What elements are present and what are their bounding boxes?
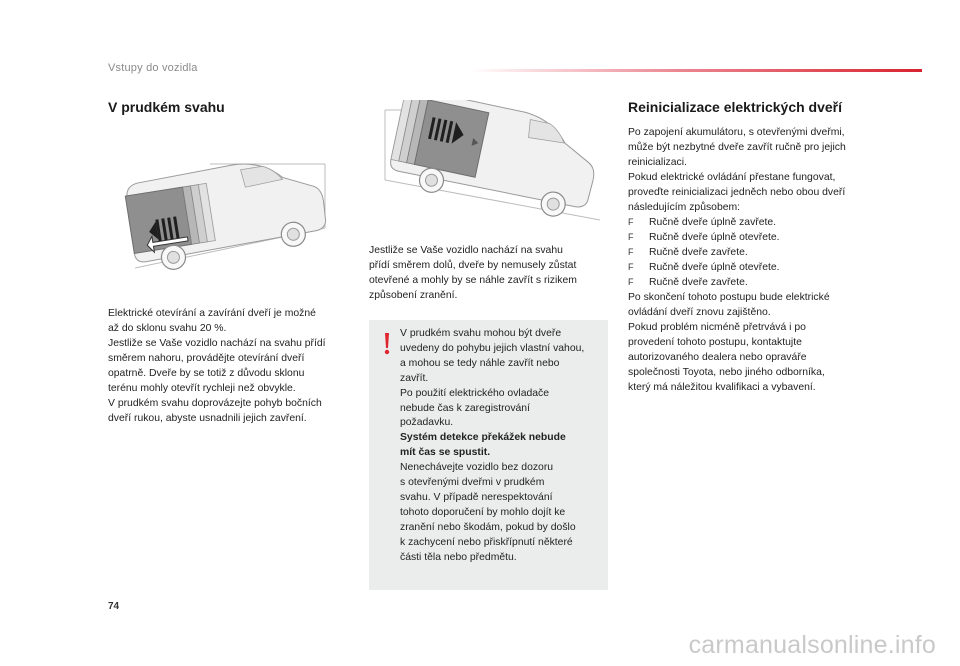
text-line: V prudkém svahu doprovázejte pohyb bočních — [108, 398, 322, 409]
text-line: dveří rukou, abyste usnadnili jejich zavření. — [108, 413, 307, 424]
text-line: provedení tohoto postupu, kontaktujte — [628, 337, 802, 348]
header-accent-line — [470, 69, 922, 72]
warning-line: V prudkém svahu mohou být dveře — [400, 328, 562, 339]
warning-line: k zachycení nebo přiskřípnutí některé — [400, 536, 573, 548]
step-text: Ručně dveře úplně otevřete. — [649, 262, 780, 273]
watermark: carmanualsonline.info — [688, 631, 936, 659]
text-line: přídí směrem dolů, dveře by nemusely zůstat — [369, 260, 577, 271]
list-item — [628, 260, 878, 275]
text-line: Po skončení tohoto postupu bude elektrické — [628, 292, 830, 303]
van-uphill-illustration — [120, 158, 340, 278]
warning-text — [400, 327, 604, 566]
warning-bold-line: mít čas se spustit. — [400, 447, 491, 459]
text-line: ovládání dveří znovu zajištěno. — [628, 307, 771, 318]
text-line: Jestliže se Vaše vozidlo nachází na svahu — [369, 245, 563, 256]
van-downhill-illustration — [375, 100, 610, 230]
warning-bold-line: Systém detekce překážek nebude — [400, 432, 566, 444]
list-item — [628, 230, 878, 245]
list-item — [628, 245, 878, 260]
van-body — [123, 158, 330, 275]
bullet-icon: F — [628, 232, 634, 242]
list-item — [628, 215, 878, 230]
warning-line: nebude čas k zaregistrování — [400, 402, 530, 414]
left-paragraph — [108, 306, 348, 426]
bullet-icon: F — [628, 217, 634, 227]
bullet-icon: F — [628, 247, 634, 257]
text-line: až do sklonu svahu 20 %. — [108, 323, 227, 334]
step-text: Ručně dveře úplně zavřete. — [649, 217, 777, 228]
text-line: který má náležitou kvalifikaci a vybavení. — [628, 382, 816, 393]
heading-steep-slope: V prudkém svahu — [108, 99, 225, 115]
warning-line: části těla nebo předmětu. — [400, 551, 517, 563]
warning-line: a mohou se tedy náhle zavřít nebo — [400, 357, 560, 369]
warning-line: Nenechávejte vozidlo bez dozoru — [400, 462, 554, 474]
step-text: Ručně dveře zavřete. — [649, 277, 748, 288]
van-body — [386, 100, 604, 225]
text-line: způsobení zranění. — [369, 290, 458, 301]
bullet-icon: F — [628, 277, 634, 287]
list-item — [628, 275, 878, 290]
warning-line: požadavku. — [400, 417, 454, 429]
warning-line: svahu. V případě nerespektování — [400, 491, 553, 503]
text-line: terénu mohly otevřít rychleji než obvykle. — [108, 383, 296, 394]
text-line: opatrně. Dveře by se totiž z důvodu sklonu — [108, 368, 305, 379]
text-line: Elektrické otevírání a zavírání dveří je možné — [108, 308, 316, 319]
warning-line: zranění nebo škodám, pokud by došlo — [400, 521, 576, 533]
bullet-icon: F — [628, 262, 634, 272]
text-line: autorizovaného dealera nebo opraváře — [628, 352, 807, 363]
heading-door-reinit: Reinicializace elektrických dveří — [628, 99, 843, 115]
section-title: Vstupy do vozidla — [108, 62, 198, 74]
page-number: 74 — [108, 601, 120, 612]
text-line: Pokud problém nicméně přetrvává i po — [628, 322, 806, 333]
step-text: Ručně dveře úplně otevřete. — [649, 232, 780, 243]
right-paragraph — [628, 125, 878, 395]
warning-line: uvedeny do pohybu jejich vlastní vahou, — [400, 342, 585, 354]
text-line: reinicializaci. — [628, 157, 687, 168]
warning-line: s otevřenými dveřmi v prudkém — [400, 477, 545, 489]
warning-line: tohoto doporučení by mohlo dojít ke — [400, 506, 566, 518]
warning-line: zavřít. — [400, 372, 429, 384]
text-line: následujícím způsobem: — [628, 202, 741, 213]
text-line: může být nezbytné dveře zavřít ručně pro jejich — [628, 142, 846, 153]
middle-paragraph — [369, 243, 609, 303]
text-line: Jestliže se Vaše vozidlo nachází na svahu přídí — [108, 338, 326, 349]
text-line: proveďte reinicializaci jedněch nebo obou dveří — [628, 187, 846, 198]
warning-line: Po použití elektrického ovladače — [400, 387, 550, 399]
text-line: otevřené a mohly by se náhle zavřít s rizikem — [369, 275, 577, 286]
text-line: směrem nahoru, provádějte otevírání dveří — [108, 353, 305, 364]
exclamation-icon — [380, 333, 394, 355]
text-line: Po zapojení akumulátoru, s otevřenými dveřmi, — [628, 127, 845, 138]
text-line: společnosti Toyota, nebo jiného odborníka, — [628, 367, 825, 378]
step-text: Ručně dveře zavřete. — [649, 247, 748, 258]
text-line: Pokud elektrické ovládání přestane fungovat, — [628, 172, 836, 183]
